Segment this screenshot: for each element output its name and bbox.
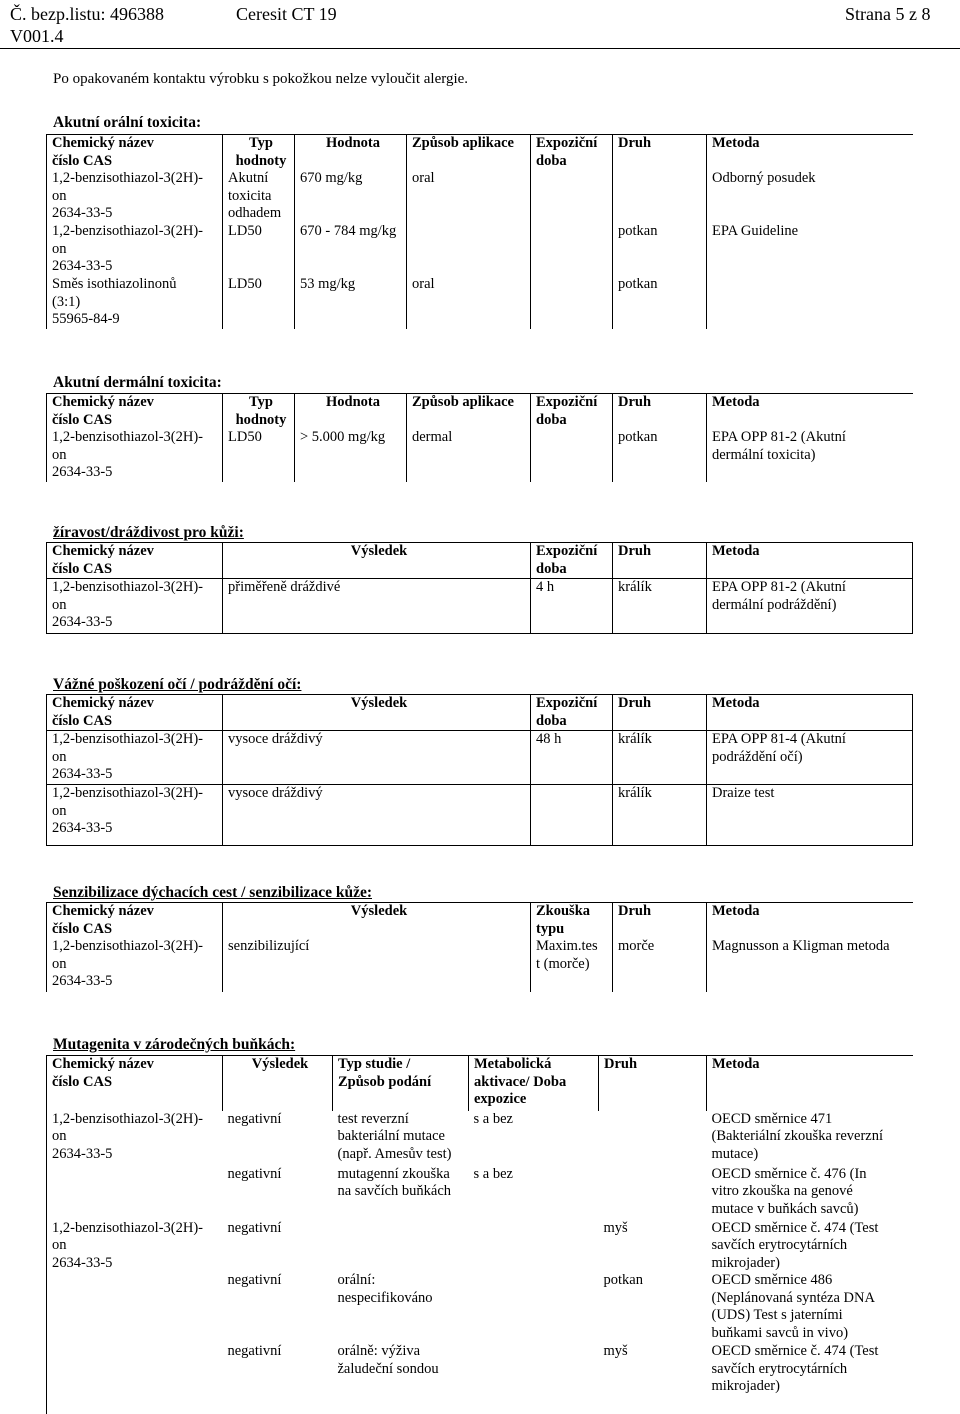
column-header: Výsledek (223, 903, 531, 939)
table-cell: OECD směrnice 486 (Neplánovaná syntéza DNA (UDS) Test s jaterními buňkami savců in vivo) (711, 1272, 875, 1341)
table-cell (531, 223, 613, 276)
table-row (47, 170, 913, 223)
document-number: Č. bezp.listu: 496388 (10, 4, 164, 24)
column-header: Druh (613, 695, 707, 731)
table-row (47, 276, 913, 329)
column-header: Metoda (707, 135, 913, 171)
column-header: Výsledek (223, 1056, 333, 1111)
table-cell: negativní (227, 1165, 282, 1182)
table-cell: 1,2-benzisothiazol-3(2H)- on 2634-33-5 (47, 579, 223, 634)
table-cell: 1,2-benzisothiazol-3(2H)- on 2634-33-5 (47, 429, 223, 482)
table-cell: potkan (613, 223, 707, 276)
table-row (47, 1166, 913, 1220)
table-row (47, 223, 913, 276)
table-cell (469, 1343, 599, 1414)
column-header: Metoda (707, 543, 913, 579)
column-header: Metabolická aktivace/ Doba expozice (469, 1056, 599, 1111)
column-header: Druh (613, 135, 707, 171)
column-header: Metoda (707, 695, 913, 731)
table-cell: OECD směrnice č. 474 (Test savčích erytrocytárních mikrojader) (711, 1343, 879, 1394)
table-cell: EPA OPP 81-2 (Akutní dermální podráždění) (707, 579, 913, 634)
table-cell: 53 mg/kg (295, 276, 407, 329)
page-number: Strana 5 z 8 (845, 4, 931, 24)
table-cell (469, 1220, 599, 1273)
table-cell: negativní (227, 1219, 282, 1236)
table-cell: králík (613, 785, 707, 846)
table-cell: 1,2-benzisothiazol-3(2H)- on 2634-33-5 (47, 223, 223, 276)
table-cell (613, 170, 707, 223)
column-header: Typ hodnoty (223, 135, 295, 171)
product-name: Ceresit CT 19 (236, 4, 337, 24)
table-cell: 670 - 784 mg/kg (295, 223, 407, 276)
table-cell: OECD směrnice č. 476 (In vitro zkouška na genové mutace v buňkách savců) (711, 1165, 867, 1217)
table-cell: vysoce dráždivý (223, 785, 531, 846)
table-cell: negativní (227, 1343, 282, 1359)
table-row (47, 1343, 913, 1414)
table-cell: potkan (603, 1272, 643, 1288)
table-cell: oral (407, 170, 531, 223)
table-cell (599, 1111, 707, 1166)
column-header: Metoda (707, 1056, 913, 1111)
section-title-mutagenicity: Mutagenita v zárodečných buňkách: (53, 1036, 296, 1053)
column-header: Expoziční doba (531, 543, 613, 579)
table-row (47, 429, 913, 482)
column-header: Chemický název číslo CAS (47, 1056, 223, 1111)
table-cell: potkan (613, 276, 707, 329)
column-header: Typ studie / Způsob podání (333, 1056, 469, 1111)
table-cell: negativní (227, 1272, 282, 1288)
eye-irritation-table (46, 694, 913, 846)
section-title-skin: žíravost/dráždivost pro kůži: (53, 524, 244, 541)
table-cell: orální: nespecifikováno (337, 1272, 433, 1306)
table-header-row (47, 543, 913, 579)
table-cell: přiměřeně dráždivé (223, 579, 531, 634)
column-header: Způsob aplikace (407, 135, 531, 171)
table-header-row (47, 903, 913, 939)
column-header: Druh (613, 394, 707, 430)
table-cell: negativní (227, 1110, 282, 1127)
mutagenicity-table (46, 1055, 913, 1414)
column-header: Hodnota (295, 394, 407, 430)
table-cell: potkan (613, 429, 707, 482)
table-row (47, 1220, 913, 1273)
table-cell: OECD směrnice č. 474 (Test savčích erytrocytárních mikrojader) (711, 1219, 879, 1271)
column-header: Druh (613, 903, 707, 939)
dermal-toxicity-table (46, 393, 913, 482)
column-header: Způsob aplikace (407, 394, 531, 430)
table-cell: mutagenní zkouška na savčích buňkách (337, 1165, 452, 1199)
column-header: Chemický název číslo CAS (47, 394, 223, 430)
column-header: Chemický název číslo CAS (47, 695, 223, 731)
column-header: Expoziční doba (531, 695, 613, 731)
table-cell: myš (603, 1343, 628, 1359)
table-row (47, 938, 913, 992)
table-row (47, 731, 913, 785)
table-cell: LD50 (223, 276, 295, 329)
table-cell (47, 1166, 223, 1220)
table-cell (47, 1272, 223, 1343)
table-cell: 1,2-benzisothiazol-3(2H)- on 2634-33-5 (47, 1111, 223, 1166)
table-cell (47, 1343, 223, 1414)
section-title-oral: Akutní orální toxicita: (53, 114, 202, 131)
table-cell: Odborný posudek (707, 170, 913, 223)
table-cell: 1,2-benzisothiazol-3(2H)- on 2634-33-5 (47, 785, 223, 846)
table-cell: Směs isothiazolinonů (3:1) 55965-84-9 (47, 276, 223, 329)
table-cell: králík (613, 579, 707, 634)
sensitization-table (46, 902, 913, 992)
table-cell: vysoce dráždivý (223, 731, 531, 785)
table-cell: Maxim.tes t (morče) (531, 938, 613, 992)
table-cell: senzibilizující (223, 938, 531, 992)
table-cell (531, 170, 613, 223)
table-cell (333, 1220, 469, 1273)
column-header: Chemický název číslo CAS (47, 135, 223, 171)
skin-irritation-table (46, 542, 913, 634)
column-header: Expoziční doba (531, 394, 613, 430)
table-cell: Magnusson a Kligman metoda (707, 938, 913, 992)
table-header-row (47, 695, 913, 731)
table-cell: 1,2-benzisothiazol-3(2H)- on 2634-33-5 (47, 938, 223, 992)
column-header: Metoda (707, 903, 913, 939)
column-header: Metoda (707, 394, 913, 430)
column-header: Druh (613, 543, 707, 579)
table-cell: s a bez (473, 1110, 513, 1127)
column-header: Chemický název číslo CAS (47, 903, 223, 939)
table-cell (469, 1272, 599, 1343)
table-cell: LD50 (223, 429, 295, 482)
table-cell (531, 429, 613, 482)
version: V001.4 (10, 26, 64, 46)
column-header: Expoziční doba (531, 135, 613, 171)
table-cell (531, 785, 613, 846)
table-cell: EPA OPP 81-2 (Akutní dermální toxicita) (707, 429, 913, 482)
table-cell: Draize test (707, 785, 913, 846)
table-cell (531, 276, 613, 329)
table-cell: EPA Guideline (707, 223, 913, 276)
column-header: Typ hodnoty (223, 394, 295, 430)
table-row (47, 579, 913, 634)
section-title-dermal: Akutní dermální toxicita: (53, 374, 222, 391)
table-row (47, 1272, 913, 1343)
table-cell: 4 h (531, 579, 613, 634)
table-cell: LD50 (223, 223, 295, 276)
table-cell (407, 223, 531, 276)
oral-toxicity-table (46, 134, 913, 329)
table-cell (707, 276, 913, 329)
table-row (47, 1111, 913, 1166)
table-header-row (47, 1056, 913, 1111)
column-header: Zkouška typu (531, 903, 613, 939)
table-cell: myš (603, 1219, 628, 1236)
table-cell: 48 h (531, 731, 613, 785)
table-cell: orálně: výživa žaludeční sondou (337, 1343, 439, 1377)
table-cell: oral (407, 276, 531, 329)
column-header: Chemický název číslo CAS (47, 543, 223, 579)
table-cell: OECD směrnice 471 (Bakteriální zkouška reverzní mutace) (711, 1110, 884, 1162)
table-header-row (47, 394, 913, 430)
table-cell: dermal (407, 429, 531, 482)
column-header: Druh (599, 1056, 707, 1111)
table-cell: Akutní toxicita odhadem (223, 170, 295, 223)
section-title-sensitization: Senzibilizace dýchacích cest / senzibilizace kůže: (53, 884, 372, 901)
table-cell: 1,2-benzisothiazol-3(2H)- on 2634-33-5 (47, 731, 223, 785)
table-cell: s a bez (473, 1165, 513, 1182)
section-title-eye: Vážné poškození očí / podráždění očí: (53, 676, 302, 693)
table-cell: 1,2-benzisothiazol-3(2H)- on 2634-33-5 (47, 170, 223, 223)
intro-text: Po opakovaném kontaktu výrobku s pokožkou nelze vyloučit alergie. (53, 71, 469, 87)
table-cell (599, 1166, 707, 1220)
table-cell: test reverzní bakteriální mutace (např. Amesův test) (337, 1110, 452, 1162)
header-divider (0, 48, 960, 49)
table-header-row (47, 135, 913, 171)
table-cell: > 5.000 mg/kg (295, 429, 407, 482)
column-header: Výsledek (223, 695, 531, 731)
column-header: Výsledek (223, 543, 531, 579)
table-cell: morče (613, 938, 707, 992)
table-row (47, 785, 913, 846)
table-cell: EPA OPP 81-4 (Akutní podráždění očí) (707, 731, 913, 785)
column-header: Hodnota (295, 135, 407, 171)
table-cell: 670 mg/kg (295, 170, 407, 223)
table-cell: 1,2-benzisothiazol-3(2H)- on 2634-33-5 (47, 1220, 223, 1273)
table-cell: králík (613, 731, 707, 785)
